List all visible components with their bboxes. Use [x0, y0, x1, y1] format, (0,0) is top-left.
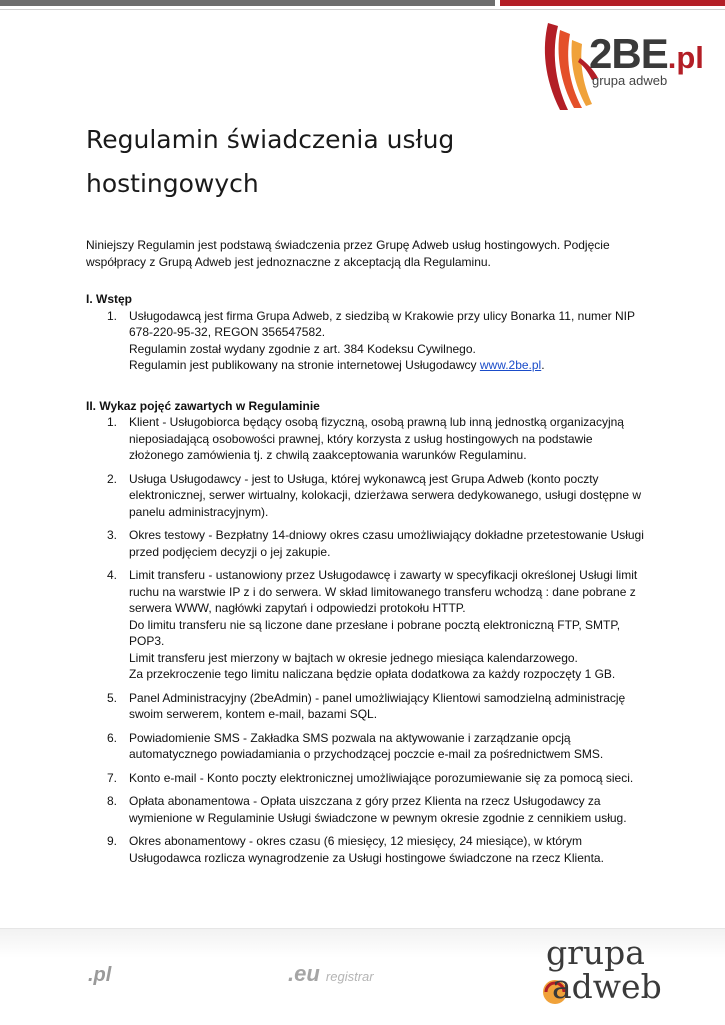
section-heading-2: II. Wykaz pojęć zawartych w Regulaminie [86, 398, 320, 413]
list-item [86, 527, 646, 560]
list-item [86, 308, 646, 374]
item-number: 8. [107, 794, 118, 808]
list-item [86, 770, 646, 787]
item-text: Regulamin został wydany zgodnie z art. 384 Kodeksu Cywilnego. [129, 341, 476, 356]
website-link[interactable]: www.2be.pl [479, 358, 542, 372]
header-red-stripe [500, 0, 725, 6]
section-heading-1: I. Wstęp [86, 292, 133, 306]
page-footer [0, 928, 725, 1025]
item-text: Regulamin jest publikowany na stronie internetowej Usługodawcy www.2be.pl. [129, 358, 545, 372]
item-text: Limit transferu jest mierzony w bajtach w okresie jednego miesiąca kalendarzowego. [129, 650, 578, 665]
item-number: 3. [107, 528, 118, 542]
item-text: Do limitu transferu nie są liczone dane przesłane i pobrane pocztą elektroniczną FTP, SMTP, POP3. [129, 617, 621, 648]
list-item [86, 471, 646, 521]
header-bar [0, 0, 725, 14]
item-text: Opłata abonamentowa - Opłata uiszczana z góry przez Klienta na rzecz Usługodawcy za wymienione w Regulaminie Usługi świadczone w pewnym okresie zgodnie z cennikiem usług. [129, 794, 627, 825]
footer-pl-logo: .pl [88, 964, 112, 986]
document-body [86, 237, 646, 873]
item-text: Powiadomienie SMS - Zakładka SMS pozwala na aktywowanie i zarządzanie opcją automatycznego powiadamiania o przychodzącej poczcie e-mail za pośrednictwem SMS. [129, 730, 604, 761]
brand-logo [540, 18, 705, 113]
list-item [86, 730, 646, 763]
footer-eu-registrar-logo: .eu registrar [288, 961, 374, 986]
intro-paragraph: Niniejszy Regulamin jest podstawą świadczenia przez Grupę Adweb usług hostingowych. Podjęcie współpracy z Grupą Adweb jest jednoznaczne z akceptacją dla Regulaminu. [86, 238, 610, 269]
item-text: Okres abonamentowy - okres czasu (6 miesięcy, 12 miesięcy, 24 miesiące), w którym Usługodawca rozlicza wynagrodzenie za Usługi hostingowe świadczone na rzecz Klienta. [129, 834, 604, 865]
item-number: 2. [107, 471, 118, 486]
footer-grupa-adweb-logo: grupa adweb [542, 933, 692, 1013]
item-number: 6. [107, 730, 118, 745]
item-text: Konto e-mail - Konto poczty elektronicznej umożliwiające porozumiewanie się za pomocą sieci. [129, 770, 634, 785]
item-text: Usługa Usługodawcy - jest to Usługa, której wykonawcą jest Grupa Adweb (konto poczty elektronicznej, serwer wirtualny, kolokacji, dzierżawa serwera dedykowanego, usługi dostępne w panelu administracyjnym). [129, 471, 642, 519]
list-item [86, 793, 646, 826]
list-item [86, 414, 646, 464]
header-rule [0, 9, 725, 10]
logo-name: 2BE.pl [589, 30, 704, 77]
list-item [86, 567, 646, 683]
item-number: 9. [107, 834, 118, 848]
item-number: 7. [107, 770, 118, 785]
item-text: Panel Administracyjny (2beAdmin) - panel umożliwiający Klientowi samodzielną administrację swoim serwerem, kontem e-mail, bazami SQL. [129, 690, 626, 721]
header-gray-stripe [0, 0, 495, 6]
logo-subtitle: grupa adweb [592, 73, 668, 88]
list-item [86, 690, 646, 723]
item-text: Okres testowy - Bezpłatny 14-dniowy okres czasu umożliwiający dokładne przetestowanie Usługi przed podjęciem decyzji o jej zakupie. [129, 528, 644, 559]
item-number: 4. [107, 568, 118, 582]
section-1-list [86, 308, 646, 374]
item-text: Limit transferu - ustanowiony przez Usługodawcę i zawarty w specyfikacji określonej Usługi limit ruchu na warstwie IP z i do serwera. W skład limitowanego transferu wchodzą : dane pobrane z serwera WWW, nagłówki zapytań i odpowiedzi protokołu HTTP. [129, 568, 638, 615]
item-number: 5. [107, 690, 118, 705]
list-item [86, 833, 646, 866]
item-number: 1. [107, 415, 118, 429]
item-text: Klient - Usługobiorca będący osobą fizyczną, osobą prawną lub inną jednostką organizacyjną nieposiadającą osobowości prawnej, który korzysta z usług hostingowych na podstawie złożonego zamówienia tj. z chwilą zaakceptowania warunków Regulaminu. [129, 415, 624, 462]
item-number: 1. [107, 308, 118, 323]
item-text: Za przekroczenie tego limitu naliczana będzie opłata dodatkowa za każdy rozpoczęty 1 GB. [129, 667, 616, 681]
item-text: Usługodawcą jest firma Grupa Adweb, z siedzibą w Krakowie przy ulicy Bonarka 11, numer NIP 678-220-95-32, REGON 356547582. [129, 308, 635, 339]
page-title: Regulamin świadczenia usług hostingowych [86, 125, 455, 198]
section-2-list [86, 414, 646, 866]
